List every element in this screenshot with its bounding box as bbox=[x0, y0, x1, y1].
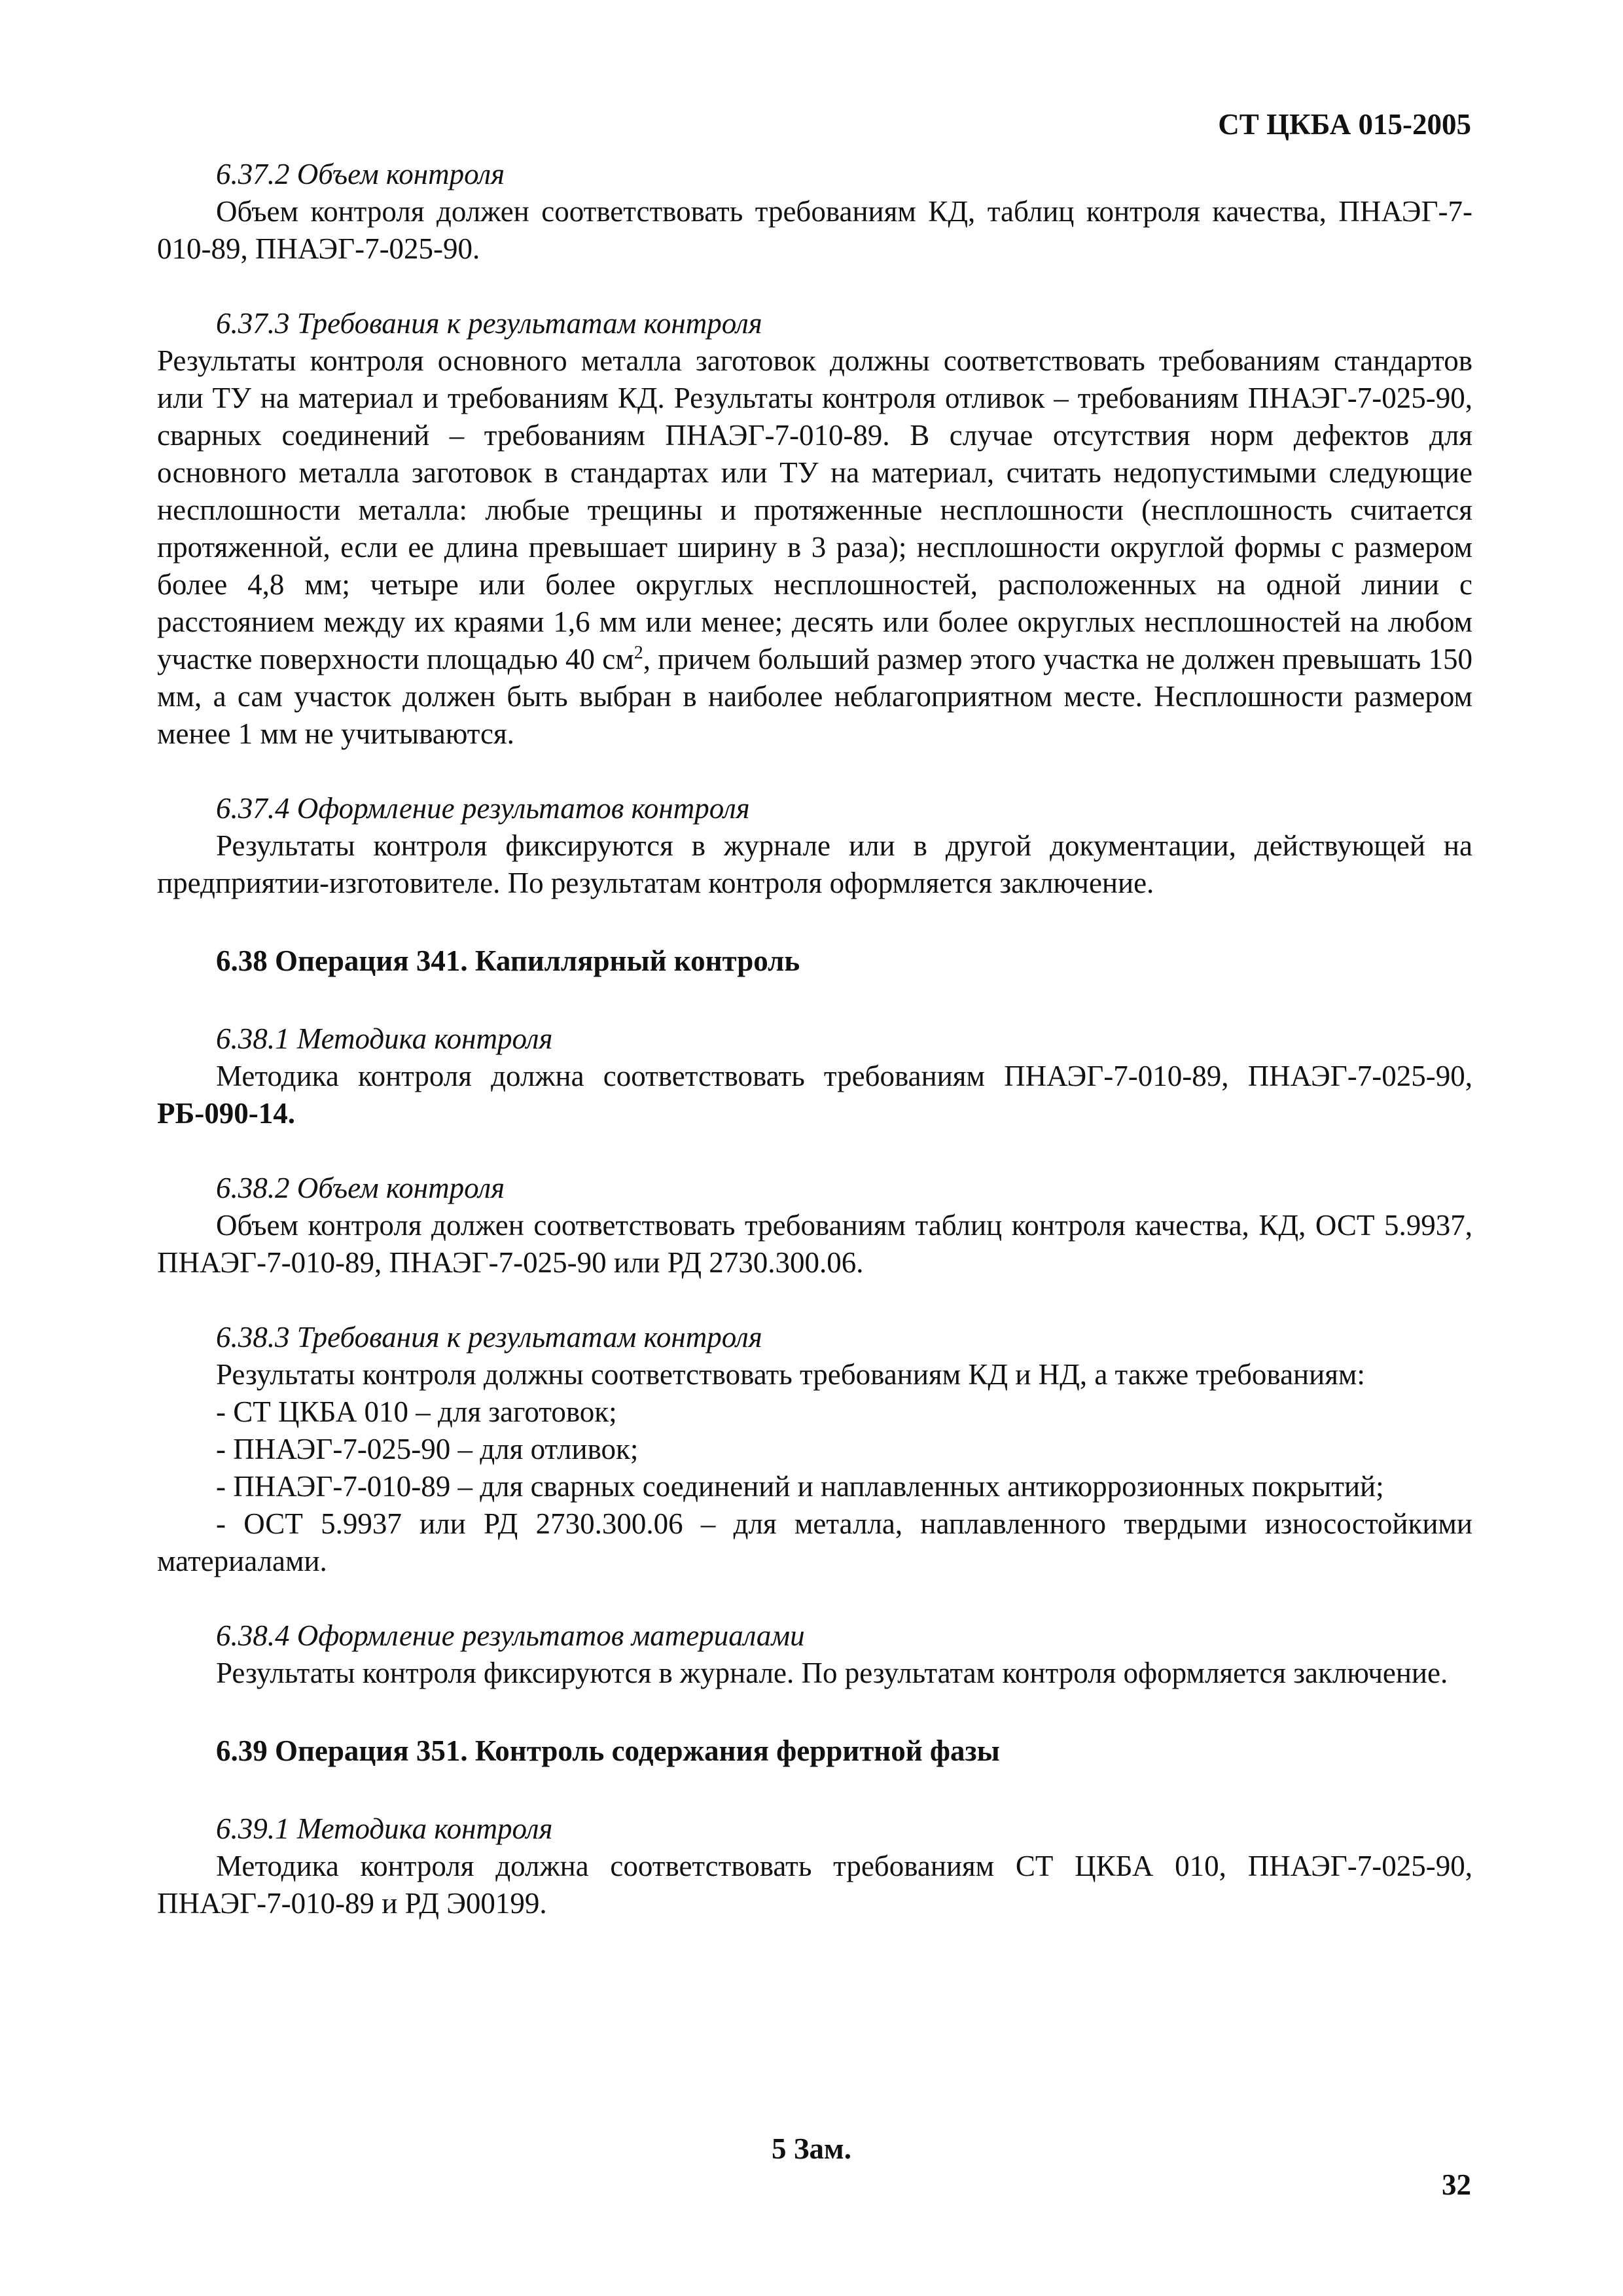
subsection-title: 6.39.1 Методика контроля bbox=[216, 1812, 553, 1845]
page-body bbox=[157, 156, 1472, 1922]
subsection-title: 6.38.2 Объем контроля bbox=[216, 1172, 505, 1204]
section-heading: 6.39 Операция 351. Контроль содержания ферритной фазы bbox=[216, 1734, 1000, 1767]
requirements-list bbox=[157, 1393, 1472, 1580]
paragraph-text: , причем больший размер этого участка не должен превышать 150 мм, а сам участок должен быть выбран в наиболее неблагоприятном месте. Несплошности размером менее 1 мм не учитываются. bbox=[157, 643, 1473, 750]
page-number: 32 bbox=[1442, 2168, 1471, 2201]
paragraph-text-bold: РБ-090-14 bbox=[157, 1097, 288, 1130]
subsection-title: 6.38.3 Требования к результатам контроля bbox=[216, 1321, 762, 1354]
document-code: СТ ЦКБА 015-2005 bbox=[1218, 108, 1471, 141]
list-item: - ПНАЭГ-7-025-90 – для отливок; bbox=[216, 1433, 639, 1465]
paragraph-text-end: . bbox=[287, 1097, 295, 1130]
paragraph: Объем контроля должен соответствовать требованиям таблиц контроля качества, КД, ОСТ 5.9937, ПНАЭГ-7-010-89, ПНАЭГ-7-025-90 или РД 2730.300.06. bbox=[157, 1209, 1472, 1279]
list-item: - ОСТ 5.9937 или РД 2730.300.06 – для металла, наплавленного твердыми износостойкими материалами. bbox=[157, 1507, 1472, 1577]
paragraph: Результаты контроля фиксируются в журнале. По результатам контроля оформляется заключение. bbox=[216, 1657, 1448, 1689]
subsection-title: 6.38.4 Оформление результатов материалами bbox=[216, 1619, 805, 1652]
amendment-note: 5 Зам. bbox=[772, 2132, 851, 2165]
superscript: 2 bbox=[633, 643, 643, 663]
paragraph: Результаты контроля должны соответствовать требованиям КД и НД, а также требованиям: bbox=[216, 1358, 1365, 1391]
section-heading: 6.38 Операция 341. Капиллярный контроль bbox=[216, 944, 800, 977]
paragraph bbox=[157, 1058, 1472, 1132]
paragraph: Методика контроля должна соответствовать требованиям СТ ЦКБА 010, ПНАЭГ-7-025-90, ПНАЭГ-7-010-89 и РД Э00199. bbox=[157, 1850, 1472, 1920]
paragraph-text: Результаты контроля основного металла заготовок должны соответствовать требованиям стандартов или ТУ на материал и требованиям КД. Результаты контроля отливок – требованиям ПНАЭГ-7-025-90, сварных соединений – требованиям ПНАЭГ-7-010-89. В случае отсутствия норм дефектов для основного металла заготовок в стандартах или ТУ на материал, считать недопустимыми следующие несплошности металла: любые трещины и протяженные несплошности (несплошность считается протяженной, если ее длина превышает ширину в 3 раза); несплошности округлой формы с размером более 4,8 мм; четыре или более округлых несплошностей, расположенных на одной линии с расстоянием между их краями 1,6 мм или менее; десять или более округлых несплошностей на любом участке поверхности площадью 40 см bbox=[157, 344, 1472, 675]
subsection-title: 6.37.3 Требования к результатам контроля bbox=[216, 307, 762, 340]
paragraph bbox=[157, 342, 1472, 753]
paragraph: Результаты контроля фиксируются в журнале или в другой документации, действующей на предприятии-изготовителе. По результатам контроля оформляется заключение. bbox=[157, 829, 1472, 899]
list-item: - ПНАЭГ-7-010-89 – для сварных соединений и наплавленных антикоррозионных покрытий; bbox=[216, 1470, 1384, 1503]
subsection-title: 6.37.4 Оформление результатов контроля bbox=[216, 792, 750, 825]
paragraph-text: Методика контроля должна соответствовать требованиям ПНАЭГ-7-010-89, ПНАЭГ-7-025-90, bbox=[216, 1060, 1472, 1092]
subsection-title: 6.37.2 Объем контроля bbox=[216, 158, 505, 190]
list-item: - СТ ЦКБА 010 – для заготовок; bbox=[216, 1395, 617, 1428]
paragraph: Объем контроля должен соответствовать требованиям КД, таблиц контроля качества, ПНАЭГ-7-010-89, ПНАЭГ-7-025-90. bbox=[157, 195, 1472, 265]
subsection-title: 6.38.1 Методика контроля bbox=[216, 1022, 553, 1055]
